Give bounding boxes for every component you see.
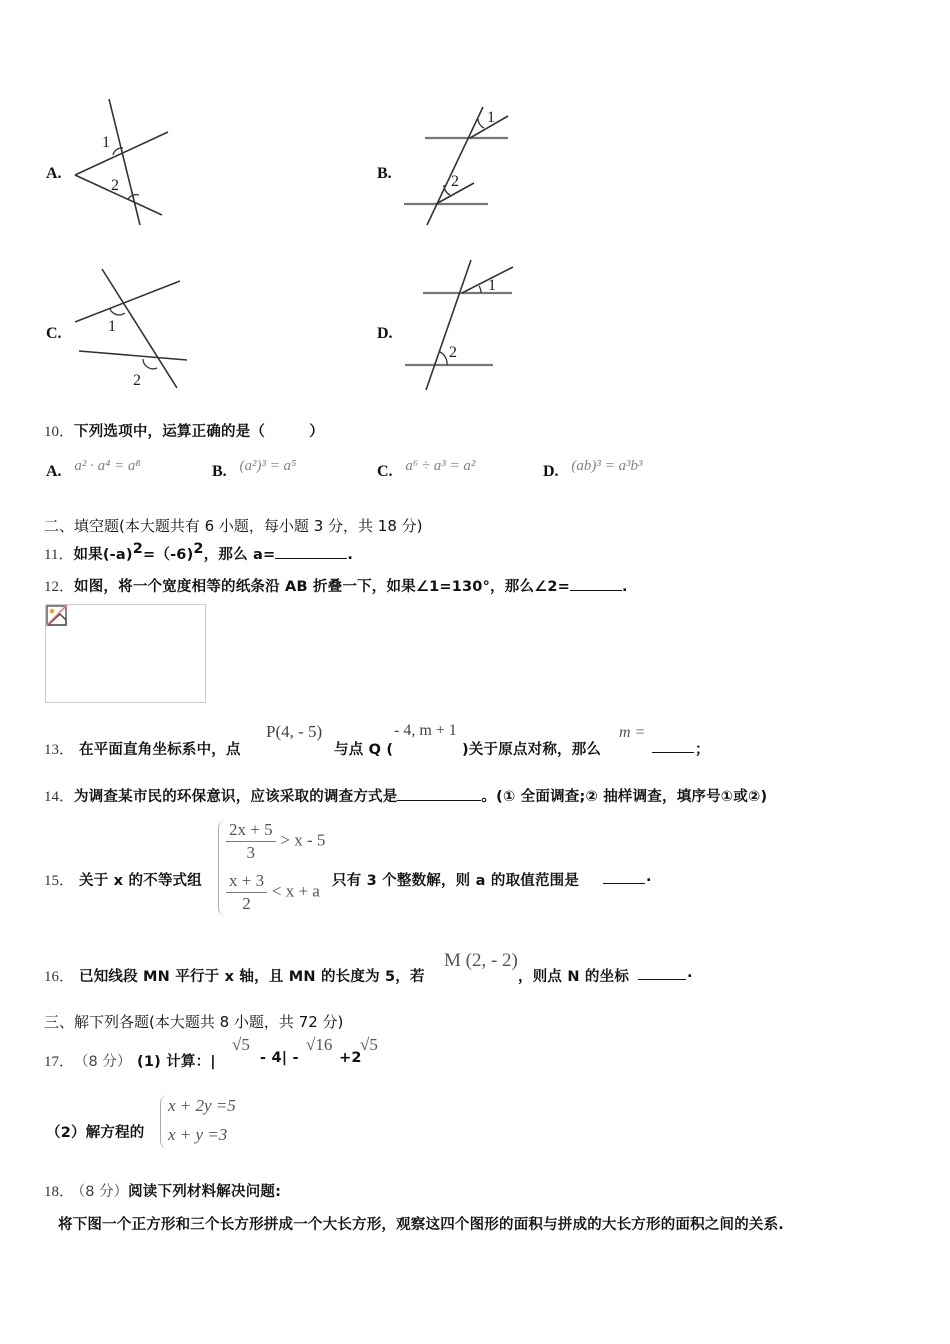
answer-blank[interactable] [397,786,481,801]
option-label: A. [46,165,62,182]
point-p: P(4, - 5) [266,722,323,741]
svg-text:1: 1 [488,277,496,294]
svg-text:2: 2 [451,173,459,190]
figure-c-angles-icon [60,260,195,395]
inequality-2: $\frac{x + 3}{2}$ < x + a [226,870,320,915]
answer-blank[interactable] [652,738,694,753]
q12-figure-image [45,604,206,703]
question-17-part-1: 17． （8 分） (1) 计算：| √5 - 4| - √16 +2 √5 [44,1035,378,1070]
inequality-1: $\frac{2x + 5}{3}$ > x - 5 [226,819,325,864]
question-number: 10． [44,424,75,440]
question-10 [44,420,324,441]
q10-option-b[interactable]: B. (a²)³ = a⁵ [212,458,297,480]
option-label: C. [46,325,62,342]
q10-option-c[interactable]: C. a⁶ ÷ a³ = a² [377,458,476,480]
question-13: 13． 在平面直角坐标系中，点 P(4, - 5) 与点 Q ( - 4, m + 1 )关于原点对称，那么 m = ； [44,722,710,758]
option-label: D. [377,325,393,342]
question-18-body: 将下图一个正方形和三个长方形拼成一个大长方形，观察这四个图形的面积与拼成的大长方形的面积之间的关系. [58,1217,785,1233]
section-3-heading: 三、解下列各题(本大题共 8 小题，共 72 分) [44,1013,344,1031]
question-11: 11．如果$(-a)^2=(-6)^2$，那么 a= . [44,541,354,563]
point-q: - 4, m + 1 [394,722,457,739]
sqrt-5: √5 [360,1035,378,1054]
section-2-heading: 二、填空题(本大题共有 6 小题，每小题 3 分，共 18 分) [44,517,423,535]
question-15: 15． 关于 x 的不等式组 $\frac{2x + 5}{3}$ > x - 5 $\frac{x + 3}{2}$ < x + a 只有 3 个整数解，则 a 的取值范围是 . [44,815,744,920]
answer-blank[interactable] [603,869,645,884]
equation-2: x + y =3 [168,1125,228,1144]
equation-1: x + 2y =5 [168,1096,236,1115]
question-17-part-2: （2）解方程的 x + 2y =5 x + y =3 [46,1092,346,1152]
svg-text:2: 2 [111,177,119,194]
question-14: 14．为调查某市民的环保意识，应该采取的调查方式是 。(① 全面调查;② 抽样调查，填序号①或②) [44,785,767,806]
figure-b-angles-icon [400,100,515,230]
broken-image-icon [46,605,68,627]
figure-d-angles-icon [400,255,520,395]
question-18: 18． （8 分）阅读下列材料解决问题: [44,1184,282,1200]
svg-text:1: 1 [102,134,110,151]
sqrt-16: √16 [306,1035,333,1054]
question-16: 16． 已知线段 MN 平行于 x 轴，且 MN 的长度为 5，若 M (2, - 2) ，则点 N 的坐标 . [44,950,693,985]
svg-text:2: 2 [449,344,457,361]
sqrt-5: √5 [232,1035,250,1054]
q10-option-d[interactable]: D. (ab)³ = a³b³ [543,458,643,480]
answer-blank[interactable] [275,544,347,559]
svg-text:1: 1 [108,318,116,335]
question-text: 下列选项中，运算正确的是（ ） [74,424,324,440]
option-expression: (a²)³ = a⁵ [239,458,297,474]
question-12: 12．如图，将一个宽度相等的纸条沿 AB 折叠一下，如果∠1=130°，那么∠2= . [44,575,628,596]
svg-text:2: 2 [133,372,141,389]
figure-a-angles-icon [60,95,180,230]
option-expression: a⁶ ÷ a³ = a² [405,458,476,474]
option-expression: a² · a⁴ = a⁸ [74,458,141,474]
answer-blank[interactable] [570,576,622,591]
point-m: M (2, - 2) [444,950,518,971]
answer-blank[interactable] [638,965,686,980]
option-label: B. [377,165,392,182]
q10-option-a[interactable]: A. a² · a⁴ = a⁸ [46,458,141,480]
system-brace [160,1095,168,1149]
svg-text:1: 1 [487,109,495,126]
option-expression: (ab)³ = a³b³ [571,458,643,474]
